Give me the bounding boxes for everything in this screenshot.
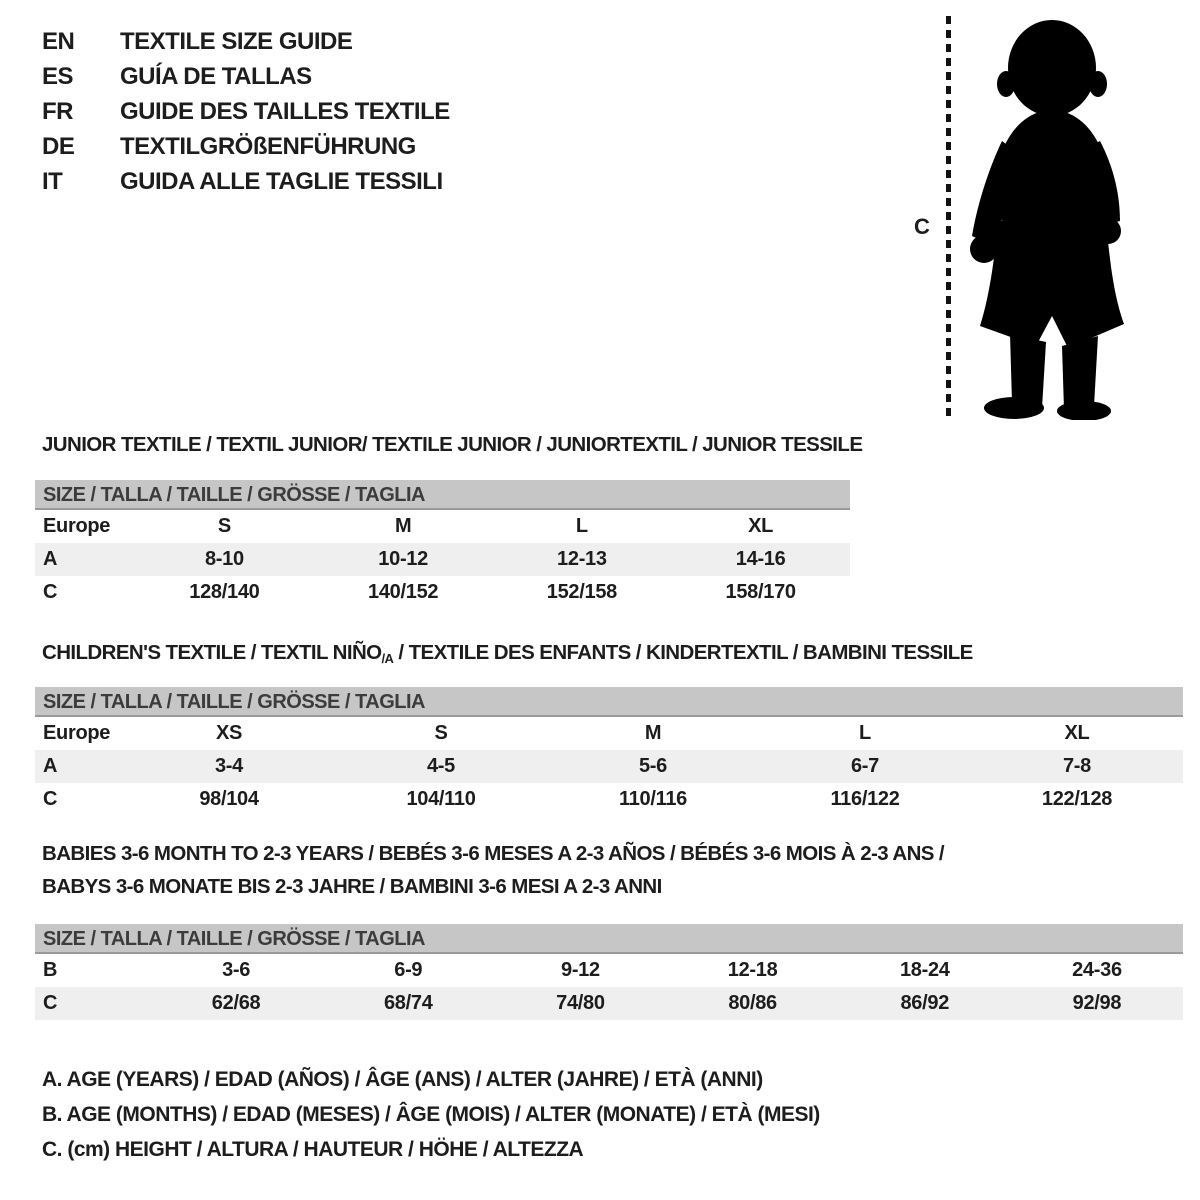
language-row-en xyxy=(42,24,450,59)
height-cell: 116/122 xyxy=(830,788,900,810)
height-cell: 152/158 xyxy=(546,581,617,603)
language-code: EN xyxy=(42,28,75,55)
table-row-age-months xyxy=(35,954,1183,987)
height-cell: 74/80 xyxy=(556,992,605,1014)
footnote-b: B. AGE (MONTHS) / EDAD (MESES) / ÂGE (MOIS) / ALTER (MONATE) / ETÀ (MESI) xyxy=(42,1103,820,1126)
section-heading-babies-line1: BABIES 3-6 MONTH TO 2-3 YEARS / BEBÉS 3-6 MESES A 2-3 AÑOS / BÉBÉS 3-6 MOIS À 2-3 ANS / xyxy=(42,842,945,865)
height-cell: 128/140 xyxy=(189,581,260,603)
language-list xyxy=(42,24,450,199)
table-row-age xyxy=(35,543,850,576)
size-cell: XL xyxy=(1064,722,1090,744)
language-title: GUIDE DES TAILLES TEXTILE xyxy=(120,98,450,125)
table-row-sizes xyxy=(35,717,1183,750)
row-label-region: Europe xyxy=(43,515,111,537)
table-row-height xyxy=(35,783,1183,816)
row-label: B xyxy=(43,959,58,981)
children-size-table xyxy=(35,687,1183,816)
age-cell: 3-4 xyxy=(214,755,243,777)
section-heading-babies-line2: BABYS 3-6 MONATE BIS 2-3 JAHRE / BAMBINI 3-6 MESI A 2-3 ANNI xyxy=(42,875,662,898)
size-cell: XS xyxy=(215,722,243,744)
language-row-de xyxy=(42,129,450,164)
language-code: ES xyxy=(42,63,74,90)
age-cell: 12-13 xyxy=(557,548,607,570)
height-cell: 62/68 xyxy=(211,992,261,1014)
age-cell: 7-8 xyxy=(1062,755,1091,777)
size-cell: XL xyxy=(748,515,774,537)
height-dashed-line xyxy=(946,16,951,416)
section-heading-children xyxy=(42,641,973,666)
row-label: C xyxy=(43,788,58,810)
age-cell: 6-7 xyxy=(850,755,879,777)
language-title: GUIDA ALLE TAGLIE TESSILI xyxy=(120,168,443,195)
baby-silhouette-icon xyxy=(962,16,1138,420)
language-row-it xyxy=(42,164,450,199)
height-cell: 104/110 xyxy=(406,788,476,810)
language-code: FR xyxy=(42,98,73,125)
size-header-bar: SIZE / TALLA / TAILLE / GRÖSSE / TAGLIA xyxy=(35,480,850,510)
section-heading-junior: JUNIOR TEXTILE / TEXTIL JUNIOR/ TEXTILE JUNIOR / JUNIORTEXTIL / JUNIOR TESSILE xyxy=(42,433,863,456)
row-label-region: Europe xyxy=(43,722,111,744)
age-cell: 5-6 xyxy=(638,755,667,777)
table-row-height xyxy=(35,576,850,609)
size-cell: S xyxy=(434,722,448,744)
row-label: A xyxy=(43,755,58,777)
height-cell: 140/152 xyxy=(368,581,439,603)
age-cell: 14-16 xyxy=(735,548,786,570)
footnote-a: A. AGE (YEARS) / EDAD (AÑOS) / ÂGE (ANS) / ALTER (JAHRE) / ETÀ (ANNI) xyxy=(42,1068,763,1091)
size-cell: L xyxy=(859,722,871,744)
table-row-height xyxy=(35,987,1183,1020)
language-row-es xyxy=(42,59,450,94)
size-cell: S xyxy=(217,515,231,537)
size-cell: M xyxy=(644,722,662,744)
junior-size-table xyxy=(35,480,850,609)
table-row-age xyxy=(35,750,1183,783)
age-cell: 24-36 xyxy=(1072,959,1122,981)
height-cell: 80/86 xyxy=(728,992,777,1014)
language-code: IT xyxy=(42,168,63,195)
height-cell: 110/116 xyxy=(619,788,687,810)
age-cell: 6-9 xyxy=(394,959,423,981)
size-cell: M xyxy=(394,515,412,537)
language-code: DE xyxy=(42,133,75,160)
height-cell: 98/104 xyxy=(199,788,259,810)
row-label: C xyxy=(43,992,58,1014)
height-cell: 158/170 xyxy=(725,581,796,603)
heading-subscript: /A xyxy=(381,651,394,666)
footnotes xyxy=(42,1062,820,1167)
size-cell: L xyxy=(575,515,588,537)
age-cell: 8-10 xyxy=(204,548,244,570)
language-row-fr xyxy=(42,94,450,129)
age-cell: 3-6 xyxy=(222,959,251,981)
height-cell: 122/128 xyxy=(1041,788,1113,810)
height-label-c: C xyxy=(914,214,930,239)
age-cell: 12-18 xyxy=(727,959,778,981)
height-cell: 68/74 xyxy=(383,992,433,1014)
age-cell: 18-24 xyxy=(899,959,950,981)
table-row-sizes xyxy=(35,510,850,543)
size-header-bar: SIZE / TALLA / TAILLE / GRÖSSE / TAGLIA xyxy=(35,924,1183,954)
age-cell: 4-5 xyxy=(426,755,455,777)
height-cell: 86/92 xyxy=(900,992,950,1014)
language-title: TEXTILGRÖßENFÜHRUNG xyxy=(120,133,416,160)
footnote-c: C. (cm) HEIGHT / ALTURA / HAUTEUR / HÖHE / ALTEZZA xyxy=(42,1138,584,1161)
age-cell: 10-12 xyxy=(378,548,428,570)
babies-size-table xyxy=(35,924,1183,1020)
height-cell: 92/98 xyxy=(1072,992,1122,1014)
row-label: C xyxy=(43,581,58,603)
row-label: A xyxy=(43,548,58,570)
heading-text: CHILDREN'S TEXTILE / TEXTIL NIÑO xyxy=(42,641,382,664)
size-header-bar: SIZE / TALLA / TAILLE / GRÖSSE / TAGLIA xyxy=(35,687,1183,717)
age-cell: 9-12 xyxy=(561,959,600,981)
heading-text: / TEXTILE DES ENFANTS / KINDERTEXTIL / BAMBINI TESSILE xyxy=(393,641,973,664)
language-title: GUÍA DE TALLAS xyxy=(120,63,312,90)
language-title: TEXTILE SIZE GUIDE xyxy=(120,28,353,55)
